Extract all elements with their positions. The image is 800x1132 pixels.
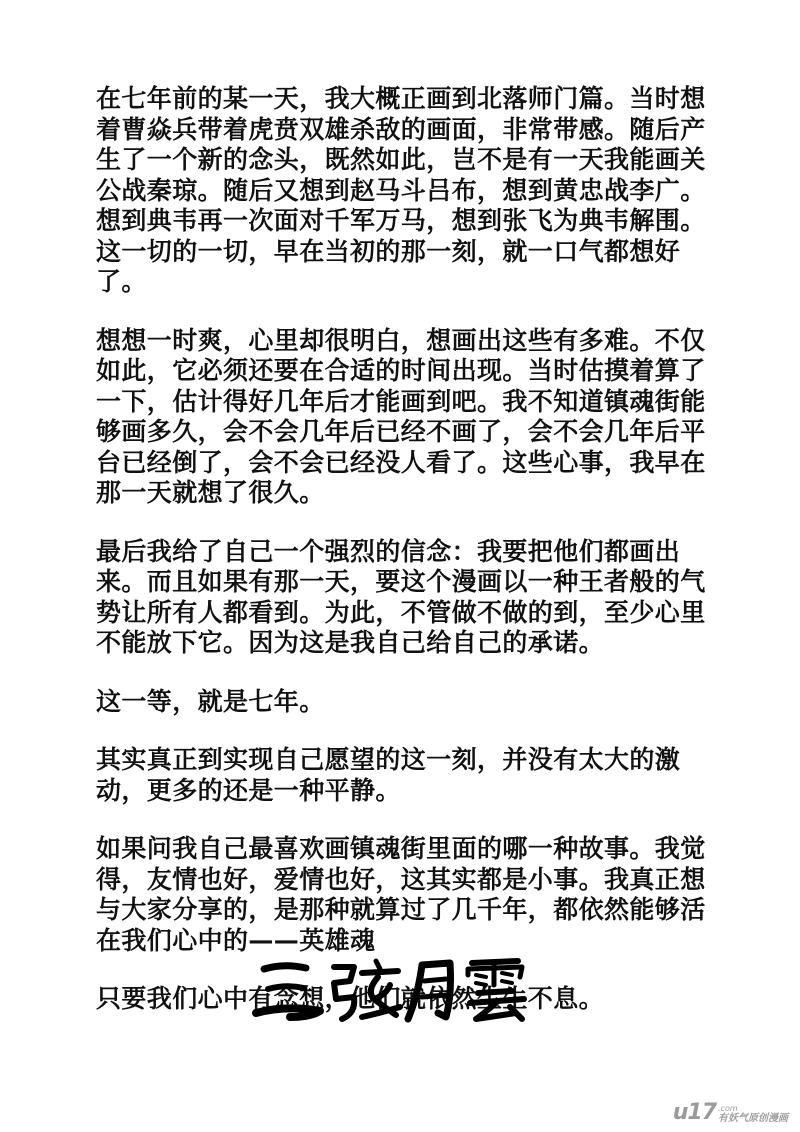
paragraph-6: 如果问我自己最喜欢画镇魂街里面的哪一种故事。我觉得，友情也好，爱情也好，这其实都是小事。我真正想与大家分享的，是那种就算过了几千年，都依然能够活在我们心中的——英雄魂 [96,834,706,955]
paragraph-5: 其实真正到实现自己愿望的这一刻，并没有太大的激动，更多的还是一种平静。 [96,745,681,805]
watermark-logo: u17 [672,1100,716,1125]
watermark-domain: .com [718,1104,738,1113]
afterword-text [96,84,706,1043]
paragraph-2: 想想一时爽，心里却很明白，想画出这些有多难。不仅如此，它必须还要在合适的时间出现。当时估摸着算了一下，估计得好几年后才能画到吧。我不知道镇魂街能够画多久，会不会几年后已经不画了，会不会几年后平台已经倒了，会不会已经没人看了。这些心事，我早在那一天就想了很久。 [96,325,706,507]
paragraph-4: 这一等，就是七年。 [96,686,325,716]
calligraphy-signature [250,955,550,1025]
watermark-text-group [718,1104,788,1124]
paragraph-1: 在七年前的某一天，我大概正画到北落师门篇。当时想着曹焱兵带着虎贲双雄杀敌的画面，非常带感。随后产生了一个新的念头，既然如此，岂不是有一天我能画关公战秦琼。随后又想到赵马斗吕布，想到黄忠战李广。想到典韦再一次面对千军万马，想到张飞为典韦解围。这一切的一切，早在当初的那一刻，就一口气都想好了。 [96,84,706,296]
site-watermark [673,1098,788,1124]
paragraph-3: 最后我给了自己一个强烈的信念：我要把他们都画出来。而且如果有那一天，要这个漫画以一种王者般的气势让所有人都看到。为此，不管做不做的到，至少心里不能放下它。因为这是我自己给自己的承诺。 [96,536,706,657]
paragraph-7: 只要我们心中有念想，他们就依然生生不息。 [96,984,605,1013]
watermark-slogan: 有妖气原创漫画 [718,1113,788,1124]
